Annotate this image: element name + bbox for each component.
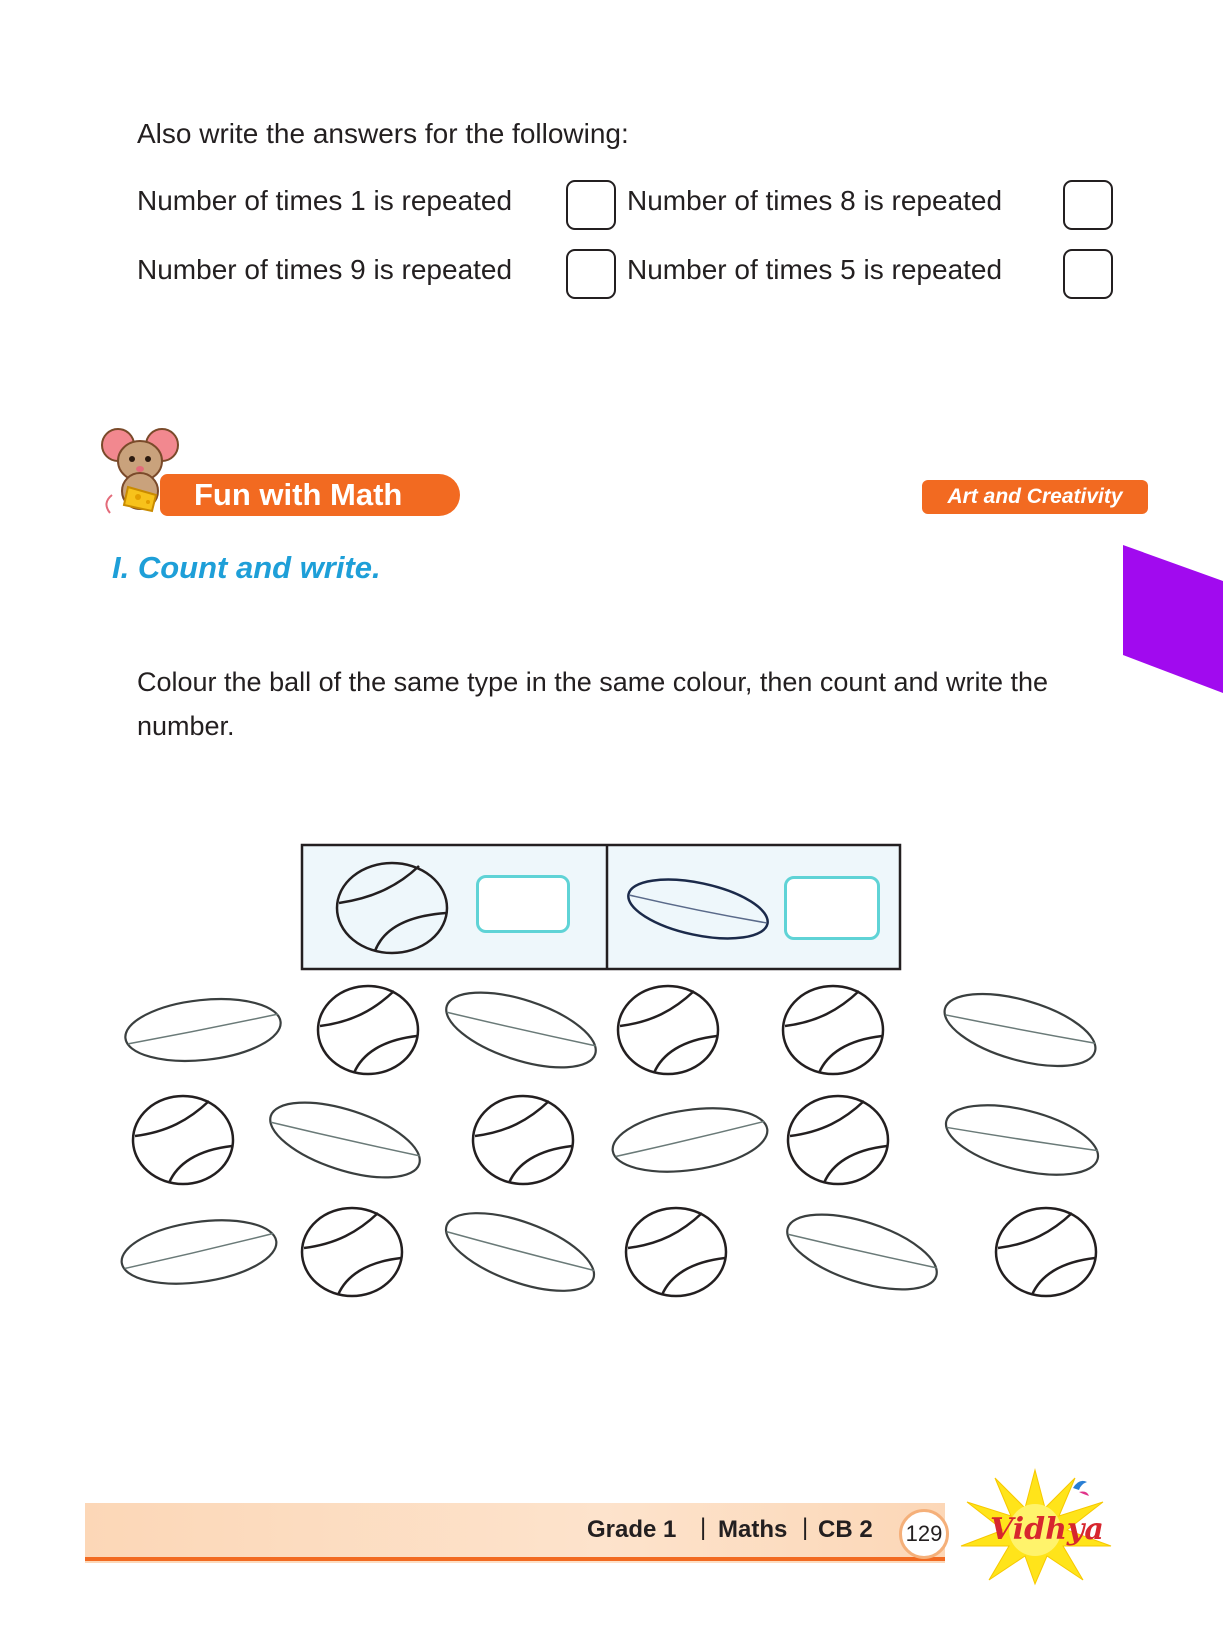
side-tab: [1123, 545, 1223, 695]
instruction-text: Colour the ball of the same type in the same colour, then count and write the number.: [137, 667, 1049, 741]
legend-tennis-ball-icon: [333, 858, 451, 958]
section-heading: I. Count and write.: [112, 550, 381, 585]
vidhya-logo-text: Vidhya: [990, 1512, 1104, 1547]
legend-rugby-ball-icon: [625, 873, 771, 945]
rugby-ball-icon[interactable]: [118, 1211, 281, 1292]
page-number: 129: [899, 1509, 949, 1559]
tennis-ball-icon[interactable]: [626, 1208, 726, 1296]
answer-box-4[interactable]: [1063, 249, 1113, 299]
footer-separator: |: [802, 1514, 809, 1541]
tennis-ball-icon[interactable]: [133, 1096, 233, 1184]
footer-separator: |: [700, 1514, 707, 1541]
tennis-ball-icon[interactable]: [618, 986, 718, 1074]
question-4-label: Number of times 5 is repeated: [627, 254, 1003, 285]
rugby-ball-icon[interactable]: [609, 1099, 772, 1180]
rugby-ball-icon[interactable]: [779, 1199, 946, 1304]
legend-answer-box-tennis[interactable]: [476, 875, 570, 933]
rugby-ball-icon[interactable]: [122, 992, 283, 1068]
intro-text: Also write the answers for the following:: [137, 118, 629, 149]
tennis-ball-icon[interactable]: [318, 986, 418, 1074]
legend-answer-box-rugby[interactable]: [784, 876, 880, 940]
fun-with-math-banner: Fun with Math: [160, 474, 460, 516]
question-2-label: Number of times 8 is repeated: [627, 185, 1003, 216]
rugby-ball-icon[interactable]: [262, 1087, 429, 1192]
footer-book: CB 2: [818, 1516, 873, 1543]
footer-subject: Maths: [718, 1516, 788, 1543]
tennis-ball-icon[interactable]: [783, 986, 883, 1074]
question-1-label: Number of times 1 is repeated: [137, 185, 513, 216]
tennis-ball-icon[interactable]: [788, 1096, 888, 1184]
footer-band: [85, 1503, 945, 1563]
rugby-ball-icon[interactable]: [438, 977, 605, 1082]
answer-box-3[interactable]: [566, 249, 616, 299]
tennis-ball-icon[interactable]: [996, 1208, 1096, 1296]
tennis-ball-icon[interactable]: [302, 1208, 402, 1296]
tennis-ball-icon[interactable]: [473, 1096, 573, 1184]
answer-box-2[interactable]: [1063, 180, 1113, 230]
footer-grade: Grade 1: [587, 1516, 677, 1543]
footer-line: [85, 1557, 945, 1561]
rugby-ball-icon[interactable]: [436, 1197, 603, 1307]
rugby-ball-icon[interactable]: [937, 980, 1103, 1081]
rugby-ball-icon[interactable]: [939, 1092, 1105, 1188]
question-3-label: Number of times 9 is repeated: [137, 254, 513, 285]
answer-box-1[interactable]: [566, 180, 616, 230]
art-and-creativity-tag: Art and Creativity: [922, 480, 1148, 514]
